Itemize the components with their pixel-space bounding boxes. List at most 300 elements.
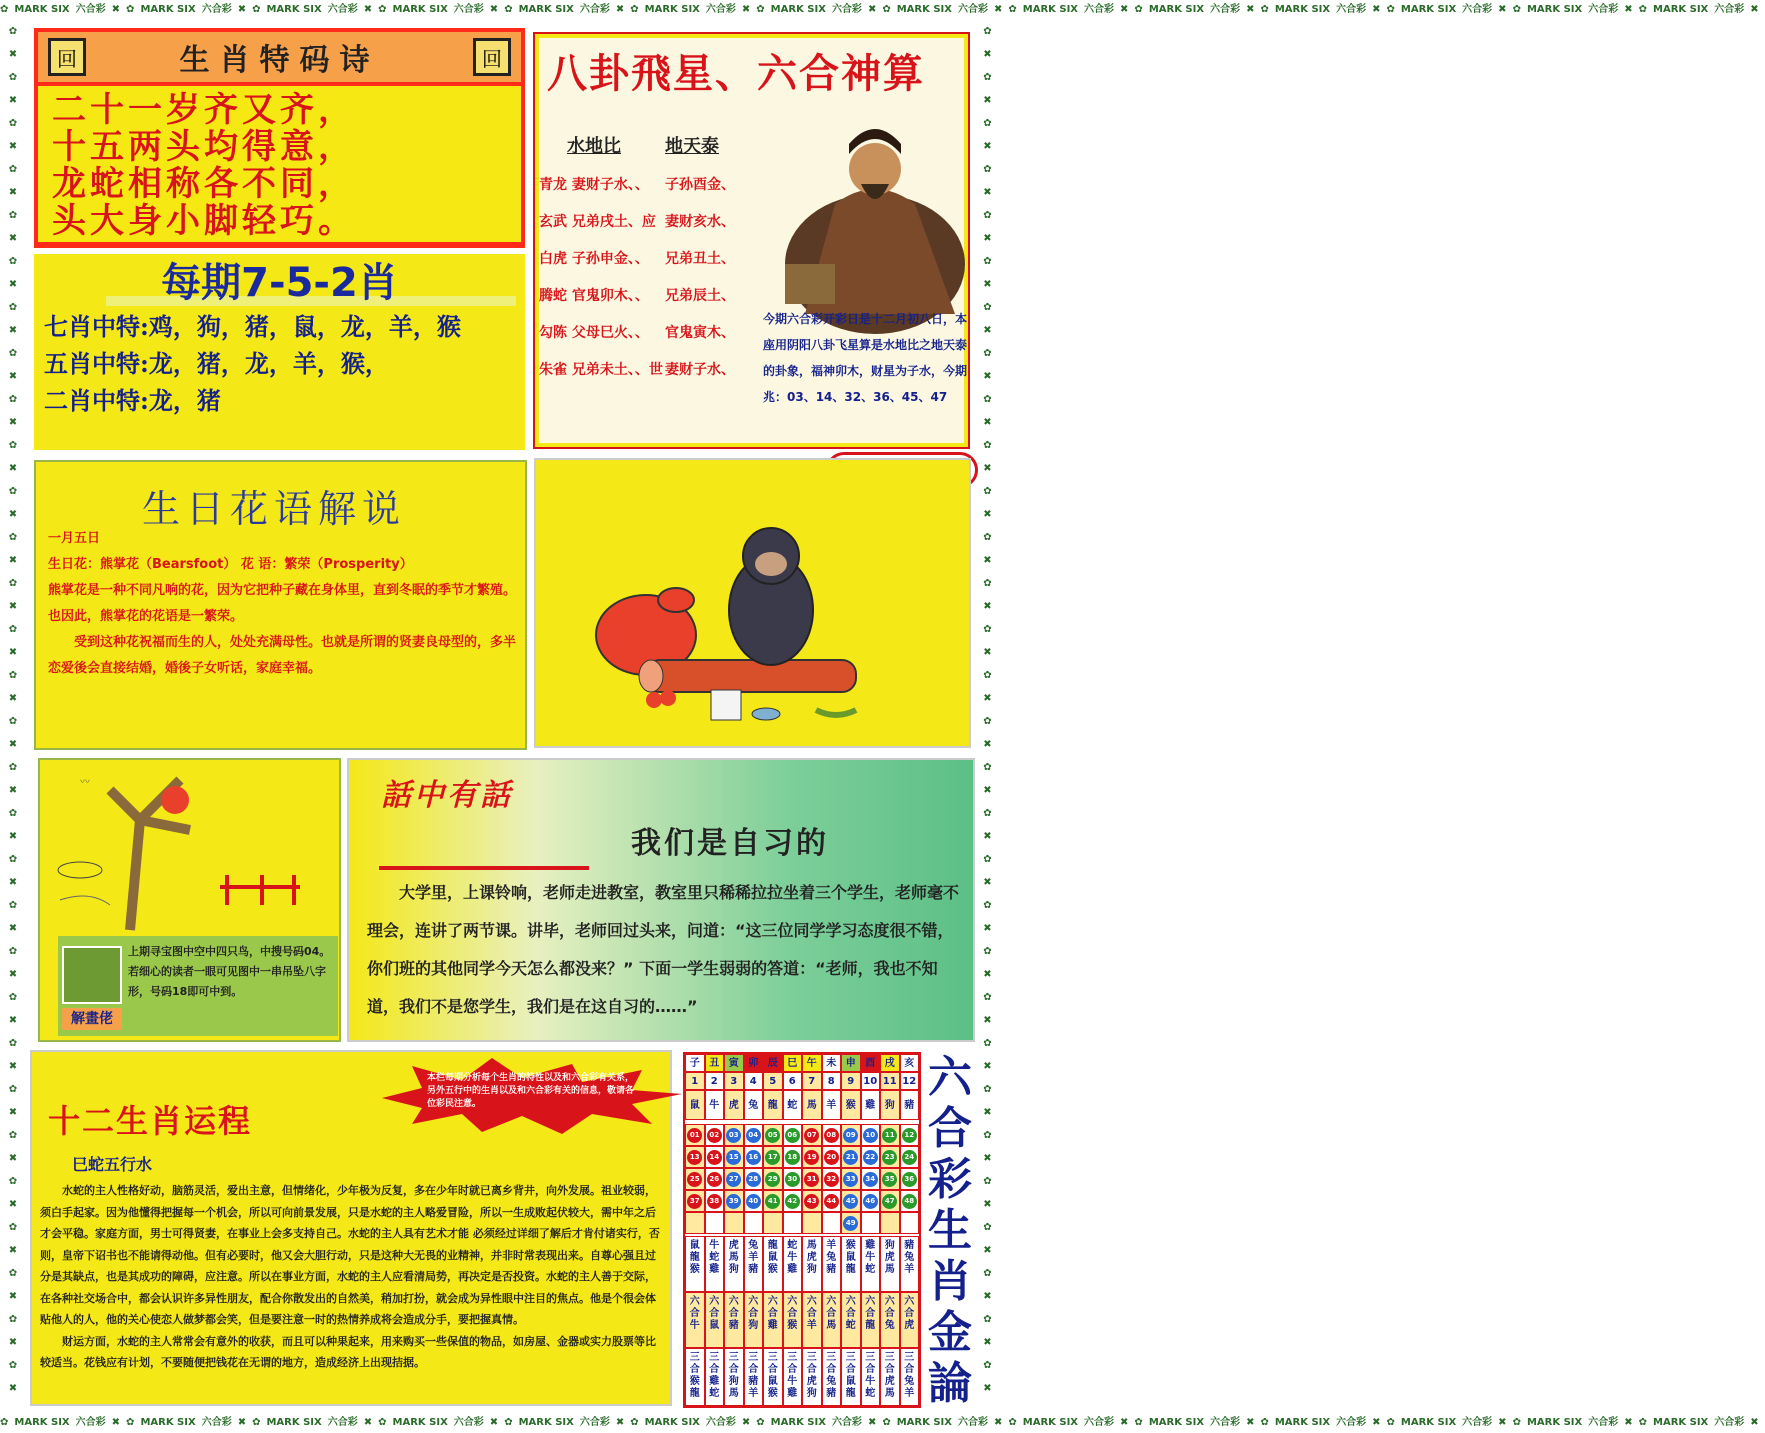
cross-ornament-icon: ✖ xyxy=(8,877,18,888)
svg-text:〰: 〰 xyxy=(80,777,90,788)
flower-ornament-icon: ✿ xyxy=(1386,1417,1395,1428)
table-cell-animals: 狗 xyxy=(880,1090,900,1120)
flower-ornament-icon: ✿ xyxy=(630,4,639,15)
number-ball: 39 xyxy=(726,1194,741,1209)
brand-text: MARK SIX xyxy=(1400,1417,1457,1428)
number-ball: 24 xyxy=(902,1150,917,1165)
tree-illustration xyxy=(40,760,339,936)
poem-line: 头大身小脚轻巧。 xyxy=(52,201,356,241)
flower-ornament-icon: ✿ xyxy=(8,624,18,635)
poem-header xyxy=(38,32,521,82)
flower-ornament-icon: ✿ xyxy=(983,532,992,543)
table-vertical-text: 牛蛇雞 xyxy=(709,1240,720,1275)
hexagram-line-right: 妻财子水、 xyxy=(665,362,735,378)
poem-line: 二十一岁齐又齐， xyxy=(52,90,356,130)
cross-ornament-icon: ✖ xyxy=(1498,1417,1507,1428)
table-ball-cell xyxy=(841,1168,861,1190)
cross-ornament-icon: ✖ xyxy=(983,371,992,382)
table-cell-animals: 牛 xyxy=(705,1090,725,1120)
flower-ornament-icon: ✿ xyxy=(983,578,992,589)
cross-ornament-icon: ✖ xyxy=(983,463,992,474)
cross-ornament-icon: ✖ xyxy=(983,49,992,60)
brand-text: 六合彩 xyxy=(831,1417,862,1428)
brand-text: MARK SIX xyxy=(896,4,952,15)
table-cell-headers: 巳 xyxy=(783,1054,803,1072)
table-cell-nums: 3 xyxy=(724,1072,744,1090)
weekly-picks-panel xyxy=(34,254,525,450)
flower-ornament-icon: ✿ xyxy=(983,486,992,497)
gold-title-char: 彩 xyxy=(928,1154,972,1205)
table-vertical-cell xyxy=(763,1292,783,1348)
number-ball: 23 xyxy=(882,1150,897,1165)
table-cell-headers: 亥 xyxy=(900,1054,920,1072)
number-ball: 03 xyxy=(726,1128,741,1143)
table-cell-animals: 馬 xyxy=(802,1090,822,1120)
flower-ornament-icon: ✿ xyxy=(8,164,18,175)
flower-ornament-icon: ✿ xyxy=(8,440,18,451)
corner-ornament-icon: 回 xyxy=(473,38,511,76)
flower-ornament-icon: ✿ xyxy=(8,900,18,911)
table-vertical-cell xyxy=(705,1236,725,1292)
zodiac-fortune-panel xyxy=(30,1050,672,1406)
table-vertical-cell xyxy=(705,1348,725,1406)
number-ball: 35 xyxy=(882,1172,897,1187)
joke-tag: 話中有話 xyxy=(381,778,513,813)
table-cell-nums: 4 xyxy=(744,1072,764,1090)
flower-ornament-icon: ✿ xyxy=(983,1130,992,1141)
notebook-icon xyxy=(62,946,122,1004)
table-ball-cell xyxy=(861,1212,881,1234)
cross-ornament-icon: ✖ xyxy=(1120,4,1129,15)
table-ball-cell xyxy=(841,1212,861,1234)
cross-ornament-icon: ✖ xyxy=(8,325,18,336)
sage-figure-illustration xyxy=(765,114,965,324)
flower-ornament-icon: ✿ xyxy=(983,670,992,681)
flower-ornament-icon: ✿ xyxy=(8,1084,18,1095)
table-vertical-cell xyxy=(802,1292,822,1348)
weekly-row: 七肖中特:鸡，狗，猪，鼠，龙，羊，猴 xyxy=(44,312,461,341)
table-vertical-cell xyxy=(822,1236,842,1292)
number-ball: 32 xyxy=(824,1172,839,1187)
brand-text: MARK SIX xyxy=(392,4,448,15)
flower-ornament-icon: ✿ xyxy=(8,762,18,773)
table-vertical-text: 六合兔 xyxy=(884,1296,895,1331)
number-ball: 38 xyxy=(707,1194,722,1209)
brand-text: MARK SIX xyxy=(392,1417,448,1428)
table-vertical-cell xyxy=(861,1236,881,1292)
poem-line: 十五两头均得意， xyxy=(52,127,356,167)
flower-ornament-icon: ✿ xyxy=(983,992,992,1003)
table-ball-cell xyxy=(724,1124,744,1146)
brand-text: 六合彩 xyxy=(1210,4,1241,15)
cross-ornament-icon: ✖ xyxy=(8,371,18,382)
table-cell-nums: 12 xyxy=(900,1072,920,1090)
flower-ornament-icon: ✿ xyxy=(252,1417,261,1428)
brand-text: 六合彩 xyxy=(327,4,358,15)
number-ball: 43 xyxy=(804,1194,819,1209)
table-ball-cell xyxy=(841,1146,861,1168)
brand-text: MARK SIX xyxy=(770,1417,826,1428)
brand-text: MARK SIX xyxy=(1148,1417,1205,1428)
flower-ornament-icon: ✿ xyxy=(8,992,18,1003)
table-ball-cell xyxy=(900,1212,920,1234)
cross-ornament-icon: ✖ xyxy=(983,923,992,934)
table-vertical-cell xyxy=(685,1348,705,1406)
hexagram-line-left: 白虎 子孙申金、、 xyxy=(539,251,649,267)
cross-ornament-icon: ✖ xyxy=(983,1153,992,1164)
table-ball-cell xyxy=(802,1146,822,1168)
table-ball-cell xyxy=(705,1212,725,1234)
cross-ornament-icon: ✖ xyxy=(8,279,18,290)
cross-ornament-icon: ✖ xyxy=(8,233,18,244)
table-vertical-cell xyxy=(744,1236,764,1292)
brand-text: MARK SIX xyxy=(1148,4,1205,15)
cross-ornament-icon: ✖ xyxy=(983,739,992,750)
cross-ornament-icon: ✖ xyxy=(1372,1417,1381,1428)
cross-ornament-icon: ✖ xyxy=(741,4,751,15)
cross-ornament-icon: ✖ xyxy=(489,1417,499,1428)
table-vertical-cell xyxy=(880,1236,900,1292)
brand-text: 六合彩 xyxy=(327,1417,358,1428)
cross-ornament-icon: ✖ xyxy=(8,1015,18,1026)
flower-ornament-icon: ✿ xyxy=(8,302,18,313)
flower-ornament-icon: ✿ xyxy=(1512,4,1521,15)
flower-ornament-icon: ✿ xyxy=(1260,1417,1269,1428)
flower-ornament-icon: ✿ xyxy=(983,1268,992,1279)
table-ball-cell xyxy=(841,1124,861,1146)
flower-ornament-icon: ✿ xyxy=(8,532,18,543)
flower-ornament-icon: ✿ xyxy=(1134,1417,1143,1428)
cross-ornament-icon: ✖ xyxy=(8,969,18,980)
table-ball-cell xyxy=(822,1190,842,1212)
flower-ornament-icon: ✿ xyxy=(8,1130,18,1141)
brand-text: MARK SIX xyxy=(14,1417,70,1428)
number-ball: 34 xyxy=(863,1172,878,1187)
cross-ornament-icon: ✖ xyxy=(983,233,992,244)
table-vertical-cell xyxy=(763,1348,783,1406)
flower-ornament-icon: ✿ xyxy=(8,486,18,497)
brand-text: MARK SIX xyxy=(1653,4,1709,15)
flower-name: 生日花：熊掌花（Bearsfoot） 花 语：繁荣（Prosperity） xyxy=(48,557,413,572)
table-vertical-cell xyxy=(900,1292,920,1348)
number-ball: 14 xyxy=(707,1150,722,1165)
number-ball: 46 xyxy=(863,1194,878,1209)
cross-ornament-icon: ✖ xyxy=(8,463,18,474)
number-ball: 20 xyxy=(824,1150,839,1165)
flower-ornament-icon: ✿ xyxy=(8,1222,18,1233)
table-vertical-text: 六合馬 xyxy=(826,1296,837,1331)
table-ball-cell xyxy=(802,1212,822,1234)
flower-ornament-icon: ✿ xyxy=(983,164,992,175)
table-ball-cell xyxy=(783,1124,803,1146)
cross-ornament-icon: ✖ xyxy=(8,693,18,704)
hexagram-line-left: 勾陈 父母巳火、、 xyxy=(539,325,649,341)
brand-text: MARK SIX xyxy=(644,1417,700,1428)
table-cell-headers: 丑 xyxy=(705,1054,725,1072)
number-ball: 06 xyxy=(785,1128,800,1143)
table-ball-cell xyxy=(900,1146,920,1168)
flower-date: 一月五日 xyxy=(48,531,101,546)
number-ball: 16 xyxy=(746,1150,761,1165)
puzzle-answer-box xyxy=(58,936,338,1036)
cross-ornament-icon: ✖ xyxy=(1120,1417,1129,1428)
gold-title-char: 金 xyxy=(928,1307,972,1358)
number-ball: 11 xyxy=(882,1128,897,1143)
table-vertical-text: 三合鼠猴 xyxy=(767,1352,778,1399)
brand-text: 六合彩 xyxy=(453,1417,484,1428)
table-vertical-cell xyxy=(802,1348,822,1406)
table-ball-cell xyxy=(744,1146,764,1168)
table-vertical-cell xyxy=(802,1236,822,1292)
table-ball-cell xyxy=(783,1190,803,1212)
brand-text: 六合彩 xyxy=(1084,4,1115,15)
hexagram-row xyxy=(539,322,779,359)
cross-ornament-icon: ✖ xyxy=(1624,4,1633,15)
flower-title: 生日花语解说 xyxy=(142,487,407,531)
flower-ornament-icon: ✿ xyxy=(983,348,992,359)
cross-ornament-icon: ✖ xyxy=(867,4,877,15)
table-vertical-cell xyxy=(900,1236,920,1292)
flower-ornament-icon: ✿ xyxy=(1260,4,1269,15)
cross-ornament-icon: ✖ xyxy=(983,1245,992,1256)
table-ball-cell xyxy=(705,1146,725,1168)
table-vertical-text: 六合蛇 xyxy=(845,1296,856,1331)
cross-ornament-icon: ✖ xyxy=(983,95,992,106)
brand-text: 六合彩 xyxy=(1462,4,1493,15)
flower-ornament-icon: ✿ xyxy=(983,716,992,727)
cross-ornament-icon: ✖ xyxy=(983,601,992,612)
cross-ornament-icon: ✖ xyxy=(8,1153,18,1164)
table-vertical-cell xyxy=(783,1348,803,1406)
flower-ornament-icon: ✿ xyxy=(8,1268,18,1279)
joke-panel xyxy=(347,758,975,1042)
number-ball: 48 xyxy=(902,1194,917,1209)
table-vertical-text: 三合虎狗 xyxy=(806,1352,817,1399)
table-vertical-text: 豬兔羊 xyxy=(904,1240,915,1275)
brand-text: 六合彩 xyxy=(1588,4,1619,15)
hexagram-line-left: 朱雀 兄弟未土、、世 xyxy=(539,362,663,378)
table-ball-cell xyxy=(763,1124,783,1146)
brand-text: MARK SIX xyxy=(1022,4,1079,15)
table-vertical-text: 三合雞蛇 xyxy=(709,1352,720,1399)
cross-ornament-icon: ✖ xyxy=(8,555,18,566)
flower-ornament-icon: ✿ xyxy=(983,1222,992,1233)
flower-ornament-icon: ✿ xyxy=(504,1417,513,1428)
cross-ornament-icon: ✖ xyxy=(8,1291,18,1302)
table-ball-cell xyxy=(685,1124,705,1146)
cross-ornament-icon: ✖ xyxy=(111,4,121,15)
cross-ornament-icon: ✖ xyxy=(983,1199,992,1210)
brand-text: MARK SIX xyxy=(1526,4,1583,15)
flower-paragraph: 熊掌花是一种不同凡响的花，因为它把种子藏在身体里，直到冬眠的季节才繁殖。也因此，熊掌花的花语是一繁荣。 xyxy=(48,583,517,624)
cross-ornament-icon: ✖ xyxy=(237,1417,247,1428)
brand-text: 六合彩 xyxy=(1336,1417,1367,1428)
number-ball: 17 xyxy=(765,1150,780,1165)
cross-ornament-icon: ✖ xyxy=(983,555,992,566)
joke-body: 大学里，上课铃响，老师走进教室，教室里只稀稀拉拉坐着三个学生，老师毫不理会，连讲了两节课。讲毕，老师回过头来，问道：“这三位同学学习态度很不错，你们班的其他同学今天怎么都没来？” 下面一学生弱弱的答道：“老师，我也不知道，我们不是您学生，我们是在这自习的……” xyxy=(367,883,960,1016)
table-vertical-text: 六合猴 xyxy=(787,1296,798,1331)
number-ball: 27 xyxy=(726,1172,741,1187)
number-ball: 42 xyxy=(785,1194,800,1209)
table-cell-nums: 7 xyxy=(802,1072,822,1090)
table-vertical-cell xyxy=(685,1236,705,1292)
table-vertical-cell xyxy=(861,1292,881,1348)
gold-title-char: 合 xyxy=(928,1103,972,1154)
table-ball-cell xyxy=(861,1190,881,1212)
hexagram-right: 地天泰 xyxy=(665,136,719,157)
cross-ornament-icon: ✖ xyxy=(983,1337,992,1348)
table-ball-cell xyxy=(744,1212,764,1234)
flower-ornament-icon: ✿ xyxy=(983,72,992,83)
hexagram-line-right: 兄弟丑土、 xyxy=(665,251,735,267)
table-vertical-text: 三合鼠龍 xyxy=(845,1352,856,1399)
flower-ornament-icon: ✿ xyxy=(983,854,992,865)
table-ball-cell xyxy=(685,1168,705,1190)
brand-text: MARK SIX xyxy=(1274,4,1331,15)
cross-ornament-icon: ✖ xyxy=(867,1417,877,1428)
cross-ornament-icon: ✖ xyxy=(983,1291,992,1302)
cross-ornament-icon: ✖ xyxy=(1498,4,1507,15)
brand-text: 六合彩 xyxy=(201,1417,232,1428)
brand-text: 六合彩 xyxy=(957,4,988,15)
table-vertical-text: 雞牛蛇 xyxy=(865,1240,876,1275)
table-vertical-text: 六合鼠 xyxy=(709,1296,720,1331)
cross-ornament-icon: ✖ xyxy=(983,1383,992,1394)
table-ball-cell xyxy=(880,1168,900,1190)
brand-text: MARK SIX xyxy=(266,1417,322,1428)
cross-ornament-icon: ✖ xyxy=(1246,1417,1255,1428)
tree-puzzle-panel xyxy=(38,758,341,1042)
cross-ornament-icon: ✖ xyxy=(983,417,992,428)
table-ball-cell xyxy=(880,1212,900,1234)
table-vertical-text: 三合豬羊 xyxy=(748,1352,759,1399)
table-ball-cell xyxy=(705,1168,725,1190)
table-ball-cell xyxy=(724,1168,744,1190)
cross-ornament-icon: ✖ xyxy=(489,4,499,15)
table-vertical-text: 六合雞 xyxy=(767,1296,778,1331)
flower-ornament-icon: ✿ xyxy=(8,854,18,865)
table-cell-nums: 11 xyxy=(880,1072,900,1090)
left-border xyxy=(0,20,26,1413)
cross-ornament-icon: ✖ xyxy=(983,877,992,888)
cross-ornament-icon: ✖ xyxy=(615,1417,625,1428)
flower-ornament-icon: ✿ xyxy=(8,670,18,681)
flower-ornament-icon: ✿ xyxy=(8,578,18,589)
table-vertical-text: 三合狗馬 xyxy=(728,1352,739,1399)
poem-body xyxy=(38,86,521,242)
cross-ornament-icon: ✖ xyxy=(8,1383,18,1394)
table-ball-cell xyxy=(724,1146,744,1168)
brand-text: MARK SIX xyxy=(1400,4,1457,15)
table-vertical-text: 三合兔豬 xyxy=(826,1352,837,1399)
table-ball-cell xyxy=(744,1124,764,1146)
flower-ornament-icon: ✿ xyxy=(8,348,18,359)
brand-text: MARK SIX xyxy=(266,4,322,15)
hexagram-line-right: 官鬼寅木、 xyxy=(665,325,735,341)
flower-ornament-icon: ✿ xyxy=(8,210,18,221)
table-ball-cell xyxy=(841,1190,861,1212)
table-cell-animals: 龍 xyxy=(763,1090,783,1120)
fortune-subtitle: 巳蛇五行水 xyxy=(72,1155,153,1174)
table-cell-headers: 午 xyxy=(802,1054,822,1072)
table-ball-cell xyxy=(783,1168,803,1190)
zodiac-poem-panel xyxy=(34,28,525,248)
number-ball: 19 xyxy=(804,1150,819,1165)
table-ball-cell xyxy=(744,1190,764,1212)
table-ball-cell xyxy=(685,1146,705,1168)
flower-ornament-icon: ✿ xyxy=(8,808,18,819)
table-cell-nums: 8 xyxy=(822,1072,842,1090)
hexagram-row xyxy=(539,211,779,248)
table-cell-headers: 辰 xyxy=(763,1054,783,1072)
table-ball-cell xyxy=(763,1190,783,1212)
flower-ornament-icon: ✿ xyxy=(983,440,992,451)
number-ball: 31 xyxy=(804,1172,819,1187)
table-vertical-cell xyxy=(724,1348,744,1406)
brand-text: 六合彩 xyxy=(453,4,484,15)
fortune-paragraph: 财运方面，水蛇的主人常常会有意外的收获，而且可以种果起来，用来购买一些保值的物品，如房屋、金器或实力股票等比较适当。花钱应有计划，不要随便把钱花在无谓的地方，造成经济上出现拮据。 xyxy=(40,1334,656,1369)
table-vertical-cell xyxy=(861,1348,881,1406)
table-ball-cell xyxy=(802,1190,822,1212)
brand-text: 六合彩 xyxy=(1588,1417,1619,1428)
table-ball-cell xyxy=(900,1168,920,1190)
table-cell-animals: 豬 xyxy=(900,1090,920,1120)
hexagram-line-left: 玄武 兄弟戌土、应 xyxy=(539,214,656,230)
cross-ornament-icon: ✖ xyxy=(8,647,18,658)
cross-ornament-icon: ✖ xyxy=(8,141,18,152)
table-vertical-text: 六合龍 xyxy=(865,1296,876,1331)
number-ball: 15 xyxy=(726,1150,741,1165)
flower-ornament-icon: ✿ xyxy=(378,1417,387,1428)
flower-ornament-icon: ✿ xyxy=(8,256,18,267)
number-ball: 22 xyxy=(863,1150,878,1165)
table-vertical-text: 龍鼠猴 xyxy=(767,1240,778,1275)
table-vertical-text: 蛇牛雞 xyxy=(787,1240,798,1275)
table-cell-nums: 9 xyxy=(841,1072,861,1090)
gold-title-char: 論 xyxy=(928,1358,972,1409)
hexagram-line-left: 青龙 妻财子水、、 xyxy=(539,177,649,193)
table-vertical-text: 兔羊豬 xyxy=(748,1240,759,1275)
flower-ornament-icon: ✿ xyxy=(1638,1417,1647,1428)
flower-ornament-icon: ✿ xyxy=(378,4,387,15)
hexagram-line-right: 兄弟辰土、 xyxy=(665,288,735,304)
table-ball-cell xyxy=(822,1212,842,1234)
table-vertical-cell xyxy=(763,1236,783,1292)
table-vertical-cell xyxy=(822,1348,842,1406)
flower-ornament-icon: ✿ xyxy=(126,1417,135,1428)
monkey-illustration xyxy=(536,460,969,746)
table-cell-nums: 6 xyxy=(783,1072,803,1090)
zodiac-table xyxy=(683,1052,921,1408)
top-border xyxy=(0,0,1759,20)
corner-ornament-icon: 回 xyxy=(48,38,86,76)
table-ball-cell xyxy=(783,1212,803,1234)
number-ball: 18 xyxy=(785,1150,800,1165)
table-ball-cell xyxy=(763,1168,783,1190)
brand-text: 六合彩 xyxy=(705,4,736,15)
number-ball: 49 xyxy=(843,1216,858,1231)
fortune-paragraph: 水蛇的主人性格好动，脑筋灵活，爱出主意，但情绪化，少年极为反复，多在少年时就已离乡背井，向外发展。祖业较弱，须白手起家。因为他懂得把握每一个机会，所以可向前景发展，只是水蛇的主人略爱冒险，所以一生成败起伏较大，需中年之后才会平稳。家庭方面，男士可得贤妻，在事业上会多支持自己。水蛇的主人具有艺术才能 必须经过详细了解后才肯付诸实行，否则，皇帝下诏书也不能请得动他。但有必要时，他又会大胆行动，只是这种大无畏的业精神，并非时常表现出来。自尊心强且过分是其缺点，也是其成功的障碍，应注意。所以在事业方面，水蛇的主人应看清局势，再决定是否投资。水蛇的主人善于交际，在各种社交场合中，都会认识许多异性朋友，配合你散发出的自然美，稍加打扮，就会成为异性眼中注目的焦点。他是个很会体贴他人的人，他的关心使恋人做梦都会笑，但是要注意一时的热情养成将会造成分手，要把握真情。 xyxy=(40,1184,660,1326)
number-ball: 10 xyxy=(863,1128,878,1143)
joke-title: 我们是自习的 xyxy=(631,826,829,861)
cross-ornament-icon: ✖ xyxy=(983,831,992,842)
cross-ornament-icon: ✖ xyxy=(1624,1417,1633,1428)
flower-ornament-icon: ✿ xyxy=(1134,4,1143,15)
table-cell-headers: 寅 xyxy=(724,1054,744,1072)
hexagram-line-right: 妻财亥水、 xyxy=(665,214,735,230)
number-ball: 25 xyxy=(687,1172,702,1187)
cross-ornament-icon: ✖ xyxy=(8,1199,18,1210)
